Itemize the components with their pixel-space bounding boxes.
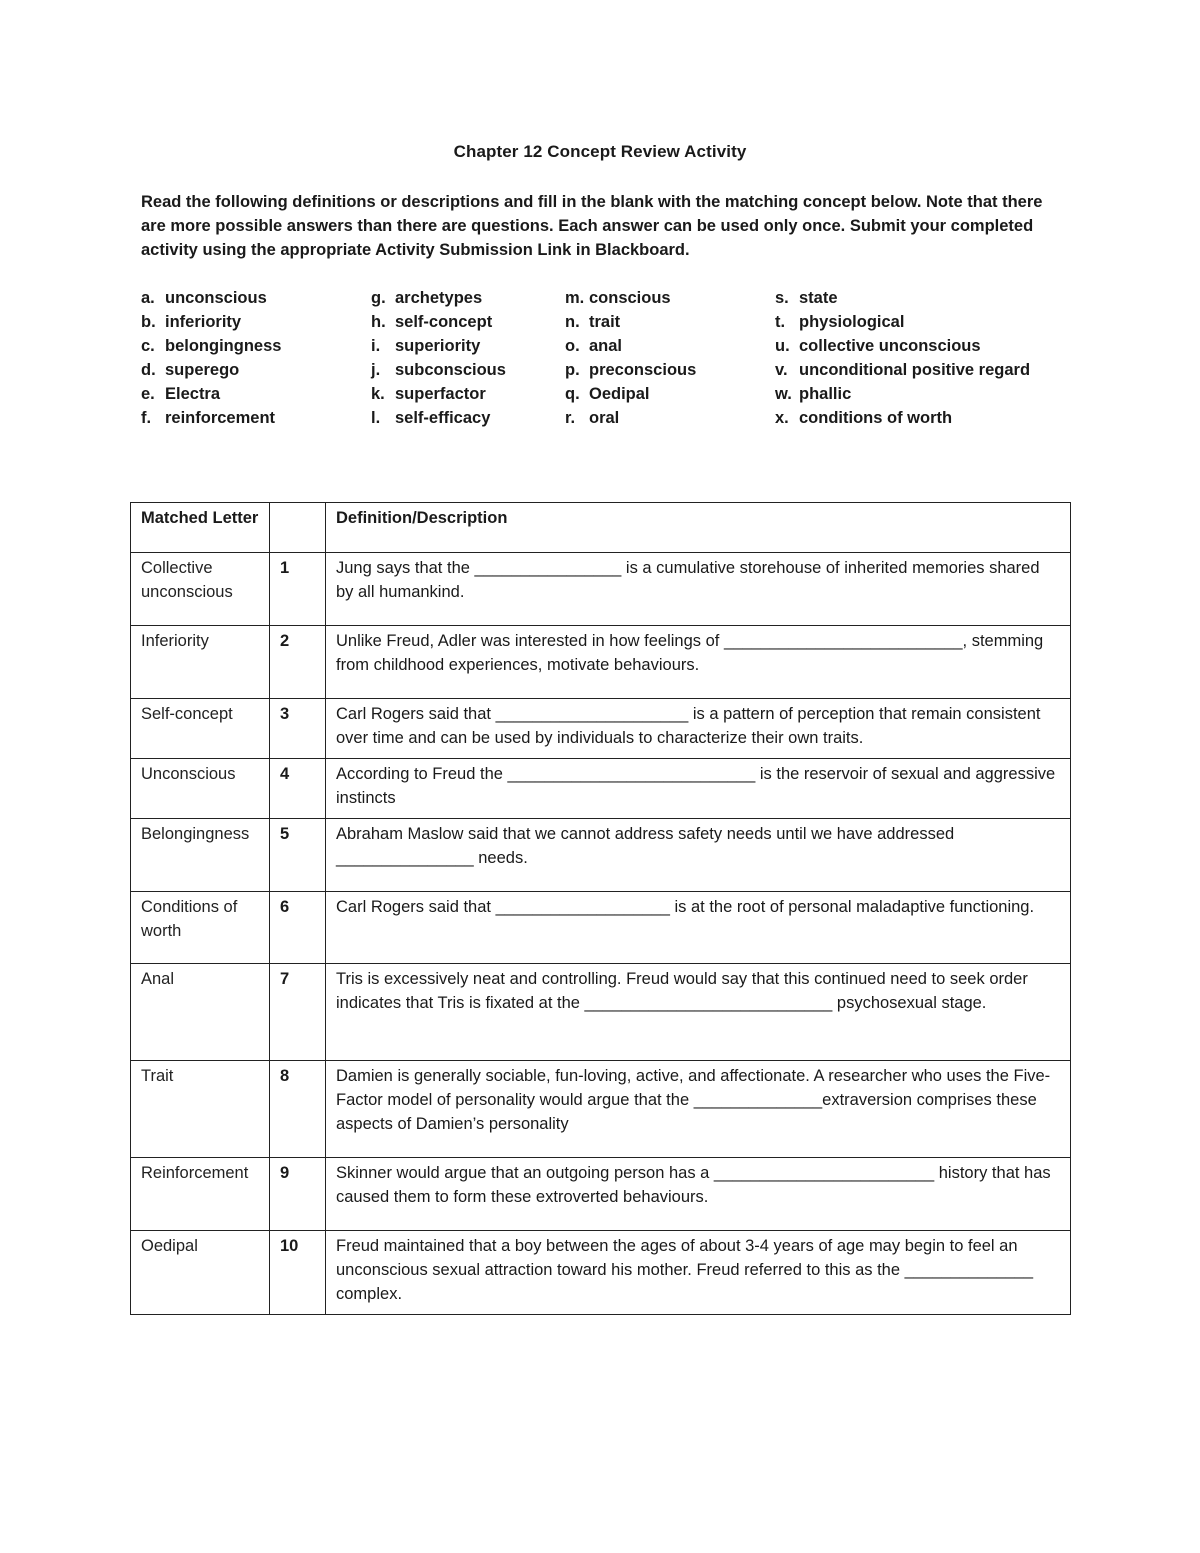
header-matched-letter: Matched Letter — [131, 503, 270, 553]
answer-cell[interactable]: Oedipal — [131, 1231, 270, 1315]
table-row — [131, 699, 1071, 759]
option-item: g. archetypes — [371, 289, 483, 307]
option-item: t. physiological — [775, 313, 905, 331]
table-header-row — [131, 503, 1071, 553]
option-item: e. Electra — [141, 385, 221, 403]
question-number: 4 — [270, 759, 326, 819]
option-item: r. oral — [565, 409, 620, 427]
question-number: 5 — [270, 819, 326, 892]
instructions: Read the following definitions or descriptions and fill in the blank with the matching concept below. Note that there are more possible answers than there are questions. Each answer can be used only once. Submit your completed activity using the appropriate Activity Submission Link in Blackboard. — [141, 193, 1043, 259]
answer-cell[interactable]: Conditions of worth — [131, 892, 270, 964]
options-column-1 — [141, 286, 281, 430]
question-number: 9 — [270, 1158, 326, 1231]
definition-cell: Freud maintained that a boy between the ages of about 3-4 years of age may begin to feel an unconscious sexual attraction toward his mother. Freud referred to this as the ______________ complex. — [326, 1231, 1071, 1315]
option-item: h. self-concept — [371, 313, 493, 331]
definition-cell: Abraham Maslow said that we cannot address safety needs until we have addressed _______________ needs. — [326, 819, 1071, 892]
definition-cell: Skinner would argue that an outgoing person has a ________________________ history that has caused them to form these extroverted behaviours. — [326, 1158, 1071, 1231]
table-row — [131, 553, 1071, 626]
definition-cell: Jung says that the ________________ is a cumulative storehouse of inherited memories shared by all humankind. — [326, 553, 1071, 626]
table-row — [131, 1231, 1071, 1315]
option-item: i. superiority — [371, 337, 481, 355]
review-table — [130, 502, 1071, 1315]
answer-cell[interactable]: Reinforcement — [131, 1158, 270, 1231]
definition-cell: Tris is excessively neat and controlling. Freud would say that this continued need to seek order indicates that Tris is fixated at the ___________________________ psychosexual stage. — [326, 964, 1071, 1061]
option-item: a. unconscious — [141, 289, 267, 307]
options-column-4 — [775, 286, 1030, 430]
question-number: 10 — [270, 1231, 326, 1315]
table-row — [131, 1158, 1071, 1231]
option-item: d. superego — [141, 361, 240, 379]
option-item: v. unconditional positive regard — [775, 361, 1031, 379]
option-item: j. subconscious — [371, 361, 506, 379]
option-item: n. trait — [565, 313, 621, 331]
option-item: l. self-efficacy — [371, 409, 491, 427]
option-item: u. collective unconscious — [775, 337, 981, 355]
option-item: k. superfactor — [371, 385, 486, 403]
question-number: 7 — [270, 964, 326, 1061]
definition-cell: According to Freud the ___________________________ is the reservoir of sexual and aggressive instincts — [326, 759, 1071, 819]
table-row — [131, 964, 1071, 1061]
table-row — [131, 892, 1071, 964]
table-row — [131, 819, 1071, 892]
option-item: b. inferiority — [141, 313, 242, 331]
header-definition: Definition/Description — [326, 503, 1071, 553]
option-item: w. phallic — [775, 385, 852, 403]
question-number: 1 — [270, 553, 326, 626]
option-item: q. Oedipal — [565, 385, 650, 403]
answer-cell[interactable]: Anal — [131, 964, 270, 1061]
question-number: 8 — [270, 1061, 326, 1158]
definition-cell: Damien is generally sociable, fun-loving, active, and affectionate. A researcher who uses the Five-Factor model of personality would argue that the ______________extraversion comprises these aspects of Damien’s personality — [326, 1061, 1071, 1158]
question-number: 2 — [270, 626, 326, 699]
options-column-2 — [371, 286, 506, 430]
option-item: c. belongingness — [141, 337, 282, 355]
answer-cell[interactable]: Trait — [131, 1061, 270, 1158]
page-title: Chapter 12 Concept Review Activity — [453, 142, 747, 161]
answer-cell[interactable]: Unconscious — [131, 759, 270, 819]
definition-cell: Carl Rogers said that _____________________ is a pattern of perception that remain consistent over time and can be used by individuals to characterize their own traits. — [326, 699, 1071, 759]
table-row — [131, 759, 1071, 819]
table-row — [131, 1061, 1071, 1158]
answer-cell[interactable]: Collective unconscious — [131, 553, 270, 626]
option-item: f. reinforcement — [141, 409, 276, 427]
header-number — [270, 503, 326, 553]
definition-cell: Carl Rogers said that ___________________ is at the root of personal maladaptive functioning. — [326, 892, 1071, 964]
option-item: x. conditions of worth — [775, 409, 953, 427]
option-item: s. state — [775, 289, 838, 307]
table-row — [131, 626, 1071, 699]
option-item: m. conscious — [565, 289, 671, 307]
options-column-3 — [565, 286, 696, 430]
option-item: p. preconscious — [565, 361, 697, 379]
answer-cell[interactable]: Belongingness — [131, 819, 270, 892]
question-number: 3 — [270, 699, 326, 759]
question-number: 6 — [270, 892, 326, 964]
answer-cell[interactable]: Inferiority — [131, 626, 270, 699]
answer-cell[interactable]: Self-concept — [131, 699, 270, 759]
option-item: o. anal — [565, 337, 623, 355]
definition-cell: Unlike Freud, Adler was interested in how feelings of __________________________, stemming from childhood experiences, motivate behaviours. — [326, 626, 1071, 699]
